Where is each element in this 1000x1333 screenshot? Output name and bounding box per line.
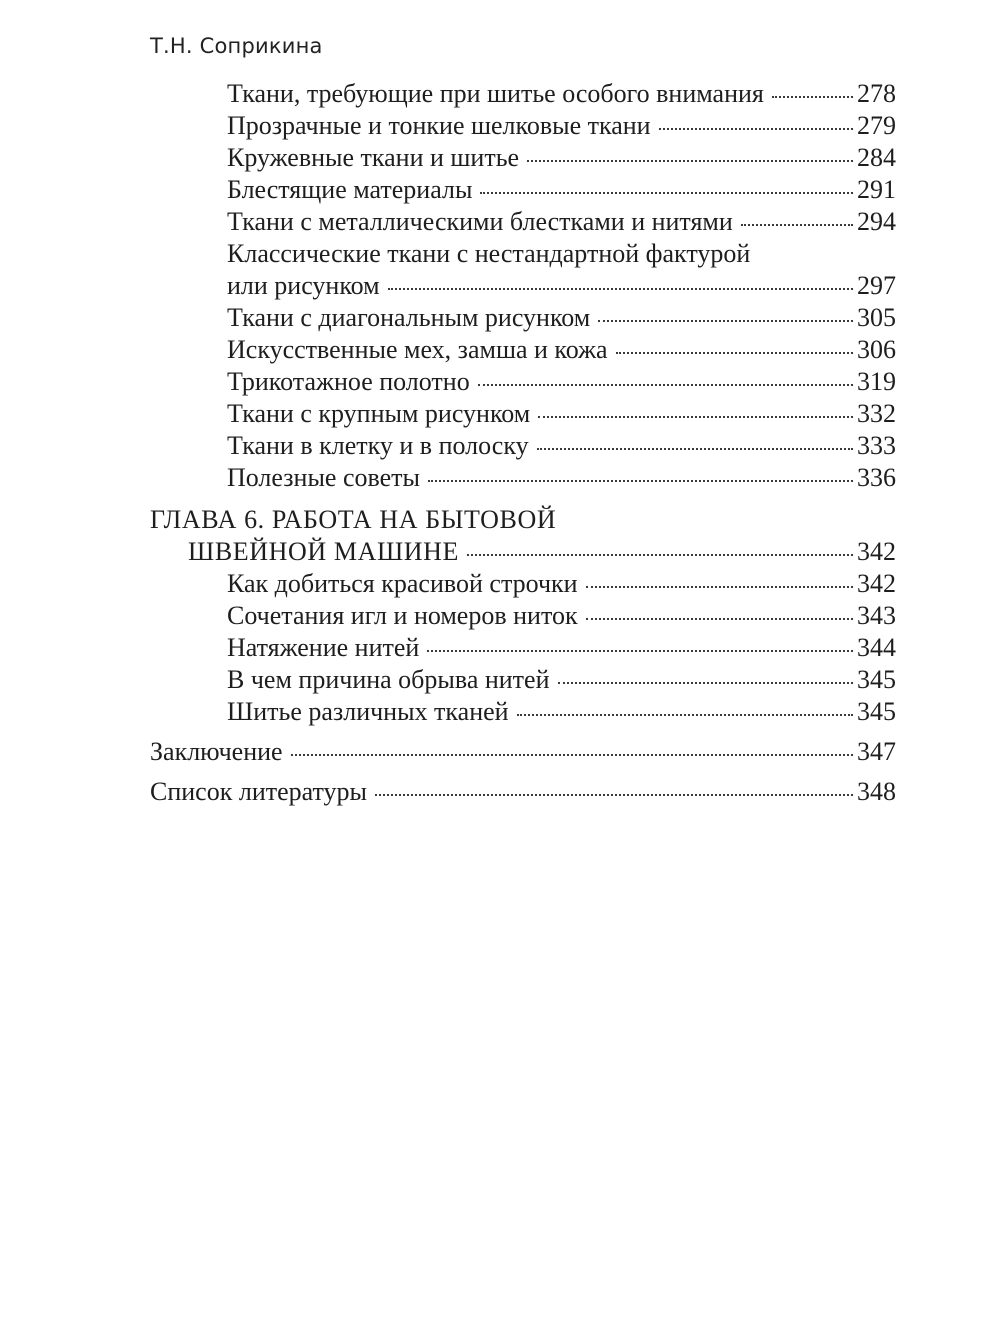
toc-entry-title: Полезные советы [227, 463, 420, 492]
toc-bibliography[interactable] [150, 776, 896, 808]
chapter-title-line2: ШВЕЙНОЙ МАШИНЕ [188, 537, 460, 566]
toc-entry[interactable] [150, 110, 896, 142]
toc-entry-title: Заключение [150, 737, 283, 766]
toc-entry-page: 343 [857, 601, 896, 630]
dot-leader [659, 128, 853, 130]
toc-entry-page: 278 [857, 79, 896, 108]
toc-entry[interactable] [150, 632, 896, 664]
toc-entry-title: Ткани, требующие при шитье особого внимания [227, 79, 764, 108]
toc-entry-page: 297 [857, 271, 896, 300]
toc-entry[interactable] [150, 366, 896, 398]
toc-entry[interactable] [150, 398, 896, 430]
toc-entry-multiline[interactable] [150, 238, 896, 302]
toc-entry-title: Ткани с крупным рисунком [227, 399, 531, 428]
dot-leader [586, 618, 853, 620]
chapter-title-line1: ГЛАВА 6. РАБОТА НА БЫТОВОЙ [150, 505, 557, 534]
dot-leader [291, 754, 853, 756]
toc-entry[interactable] [150, 664, 896, 696]
toc-entry[interactable] [150, 430, 896, 462]
dot-leader [537, 448, 853, 450]
toc-entry-page: 291 [857, 175, 896, 204]
running-head: Т.Н. Соприкина [150, 34, 323, 58]
dot-leader [616, 352, 853, 354]
toc-entry-page: 336 [857, 463, 896, 492]
dot-leader [480, 192, 853, 194]
toc-entry-page: 294 [857, 207, 896, 236]
toc-entry[interactable] [150, 206, 896, 238]
toc-entry-title: Список литературы [150, 777, 367, 806]
dot-leader [538, 416, 853, 418]
toc-entry-title: Ткани с диагональным рисунком [227, 303, 591, 332]
dot-leader [467, 554, 853, 556]
dot-leader [527, 160, 853, 162]
toc-entry-title: Трикотажное полотно [227, 367, 470, 396]
toc-entry[interactable] [150, 600, 896, 632]
toc-entry-title: Ткани с металлическими блестками и нитями [227, 207, 733, 236]
toc-entry[interactable] [150, 568, 896, 600]
toc-entry[interactable] [150, 142, 896, 174]
toc-entry-page: 344 [857, 633, 896, 662]
toc-entry-title: Как добиться красивой строчки [227, 569, 578, 598]
toc-entry-title: Шитье различных тканей [227, 697, 509, 726]
toc-chapter-6[interactable] [150, 504, 896, 568]
dot-leader [427, 650, 853, 652]
toc-entry-page: 284 [857, 143, 896, 172]
toc-conclusion[interactable] [150, 736, 896, 768]
toc-entry-title: Блестящие материалы [227, 175, 473, 204]
toc-entry[interactable] [150, 334, 896, 366]
toc-entry-title: Ткани в клетку и в полоску [227, 431, 529, 460]
table-of-contents [150, 78, 896, 808]
toc-entry-title-line1: Классические ткани с нестандартной фактурой [227, 239, 751, 268]
dot-leader [517, 714, 853, 716]
toc-entry-title: Сочетания игл и номеров ниток [227, 601, 578, 630]
toc-entry-title: Натяжение нитей [227, 633, 420, 662]
toc-entry-page: 347 [857, 737, 896, 766]
dot-leader [598, 320, 853, 322]
toc-entry-title-line2: или рисунком [227, 271, 380, 300]
toc-entry-page: 332 [857, 399, 896, 428]
dot-leader [478, 384, 853, 386]
toc-entry-page: 305 [857, 303, 896, 332]
toc-entry-page: 345 [857, 665, 896, 694]
toc-entry[interactable] [150, 462, 896, 494]
toc-entry[interactable] [150, 302, 896, 334]
dot-leader [375, 794, 853, 796]
dot-leader [428, 480, 853, 482]
dot-leader [388, 288, 853, 290]
toc-entry-page: 342 [857, 537, 896, 566]
toc-entry-page: 342 [857, 569, 896, 598]
dot-leader [558, 682, 854, 684]
dot-leader [772, 96, 853, 98]
toc-entry[interactable] [150, 174, 896, 206]
toc-entry-page: 279 [857, 111, 896, 140]
toc-entry[interactable] [150, 78, 896, 110]
toc-entry-title: Искусственные мех, замша и кожа [227, 335, 608, 364]
toc-entry-title: Кружевные ткани и шитье [227, 143, 520, 172]
toc-entry-page: 333 [857, 431, 896, 460]
toc-entry-page: 348 [857, 777, 896, 806]
dot-leader [586, 586, 853, 588]
toc-entry-page: 319 [857, 367, 896, 396]
toc-entry-page: 345 [857, 697, 896, 726]
toc-entry-page: 306 [857, 335, 896, 364]
toc-entry[interactable] [150, 696, 896, 728]
toc-entry-title: Прозрачные и тонкие шелковые ткани [227, 111, 651, 140]
toc-entry-title: В чем причина обрыва нитей [227, 665, 550, 694]
dot-leader [741, 224, 853, 226]
